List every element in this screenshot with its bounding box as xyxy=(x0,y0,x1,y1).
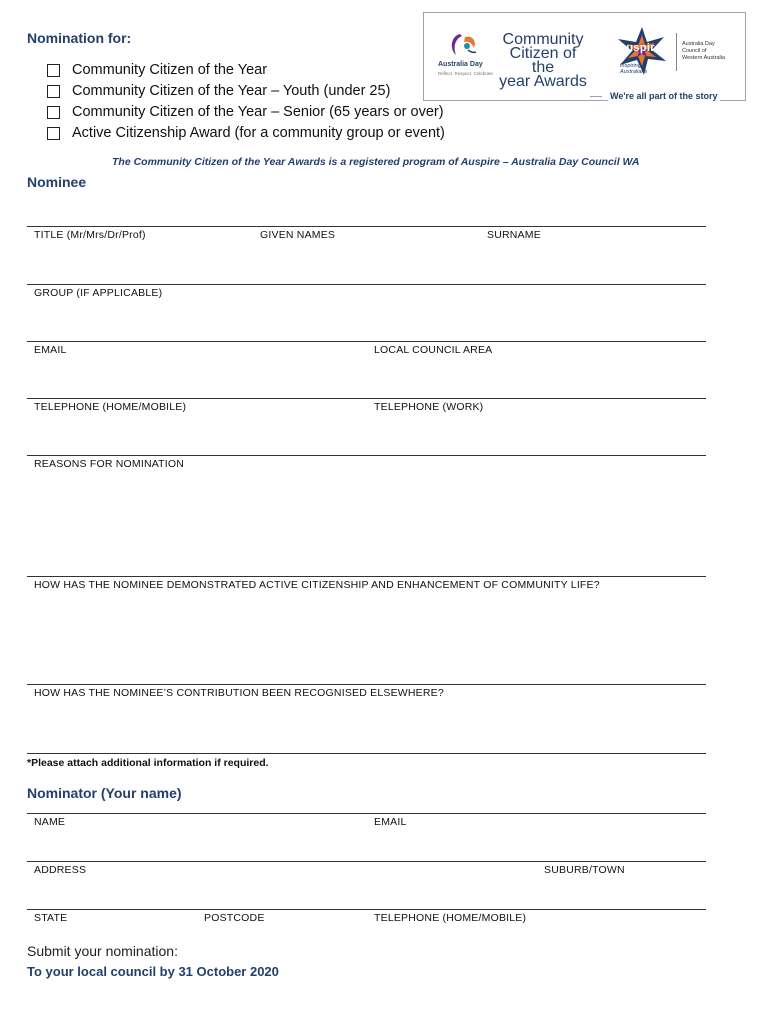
australia-day-logo-icon xyxy=(446,31,480,59)
telephone-work-label: TELEPHONE (WORK) xyxy=(374,401,484,413)
field-line xyxy=(27,576,706,577)
nominator-telephone-label: TELEPHONE (HOME/MOBILE) xyxy=(374,912,527,924)
nominator-email-label: EMAIL xyxy=(374,816,407,828)
suburb-label: SUBURB/TOWN xyxy=(544,864,625,876)
nominator-name-label: NAME xyxy=(34,816,66,828)
australia-day-text: Australia Day xyxy=(438,61,483,68)
address-label: ADDRESS xyxy=(34,864,87,876)
field-line xyxy=(27,753,706,754)
option-label: Community Citizen of the Year – Senior (65 years or over) xyxy=(72,104,444,120)
nomination-for-heading: Nomination for: xyxy=(27,30,132,46)
program-note: The Community Citizen of the Year Awards is a registered program of Auspire – Australia Day Council WA xyxy=(112,156,640,168)
council-text-line: Western Australia xyxy=(682,55,726,61)
submit-heading: Submit your nomination: xyxy=(27,943,178,959)
auspire-subtitle xyxy=(620,63,647,75)
checkbox[interactable] xyxy=(47,106,60,119)
attach-note: *Please attach additional information if required. xyxy=(27,757,269,769)
awards-title-line: Community xyxy=(502,31,584,48)
field-line xyxy=(27,226,706,227)
awards-title xyxy=(498,33,588,89)
local-council-label: LOCAL COUNCIL AREA xyxy=(374,344,493,356)
auspire-wordmark: auspire xyxy=(620,42,662,54)
logo-divider xyxy=(676,33,677,71)
nominee-email-label: EMAIL xyxy=(34,344,67,356)
submit-deadline: To your local council by 31 October 2020 xyxy=(27,964,279,979)
tagline: We're all part of the story xyxy=(610,91,718,101)
option-youth[interactable] xyxy=(47,83,390,99)
australia-day-subtext: Reflect. Respect. Celebrate. xyxy=(438,71,495,76)
nominee-heading: Nominee xyxy=(27,174,87,190)
recognised-label: HOW HAS THE NOMINEE’S CONTRIBUTION BEEN RECOGNISED ELSEWHERE? xyxy=(34,687,444,699)
given-names-label: GIVEN NAMES xyxy=(260,229,336,241)
tagline-rule xyxy=(590,96,602,97)
council-text xyxy=(682,41,725,62)
awards-logo-banner xyxy=(423,12,746,101)
group-label: GROUP (IF APPLICABLE) xyxy=(34,287,163,299)
auspire-subtitle-line: Australians xyxy=(620,69,648,75)
field-line xyxy=(27,813,706,814)
option-label: Community Citizen of the Year xyxy=(72,62,268,78)
checkbox[interactable] xyxy=(47,127,60,140)
council-text-line: Council of xyxy=(682,48,707,54)
state-label: STATE xyxy=(34,912,68,924)
field-line xyxy=(27,398,706,399)
reasons-label: REASONS FOR NOMINATION xyxy=(34,458,185,470)
field-line xyxy=(27,455,706,456)
option-active-citizenship[interactable] xyxy=(47,125,445,141)
council-text-line: Australia Day xyxy=(682,41,715,47)
auspire-subtitle-line: Inspiring xyxy=(620,63,641,69)
active-citizenship-label: HOW HAS THE NOMINEE DEMONSTRATED ACTIVE CITIZENSHIP AND ENHANCEMENT OF COMMUNITY LIFE? xyxy=(34,579,600,591)
option-label: Active Citizenship Award (for a community group or event) xyxy=(72,125,445,141)
field-line xyxy=(27,909,706,910)
option-senior[interactable] xyxy=(47,104,444,120)
title-label: TITLE (Mr/Mrs/Dr/Prof) xyxy=(34,229,146,241)
surname-label: SURNAME xyxy=(487,229,541,241)
postcode-label: POSTCODE xyxy=(204,912,265,924)
nominator-heading: Nominator (Your name) xyxy=(27,785,182,801)
telephone-home-label: TELEPHONE (HOME/MOBILE) xyxy=(34,401,187,413)
checkbox[interactable] xyxy=(47,64,60,77)
awards-title-line: year Awards xyxy=(499,73,587,90)
option-community-citizen[interactable] xyxy=(47,62,267,78)
checkbox[interactable] xyxy=(47,85,60,98)
option-label: Community Citizen of the Year – Youth (under 25) xyxy=(72,83,391,99)
awards-title-line: Citizen of the xyxy=(509,45,577,76)
field-line xyxy=(27,284,706,285)
field-line xyxy=(27,861,706,862)
field-line xyxy=(27,341,706,342)
field-line xyxy=(27,684,706,685)
